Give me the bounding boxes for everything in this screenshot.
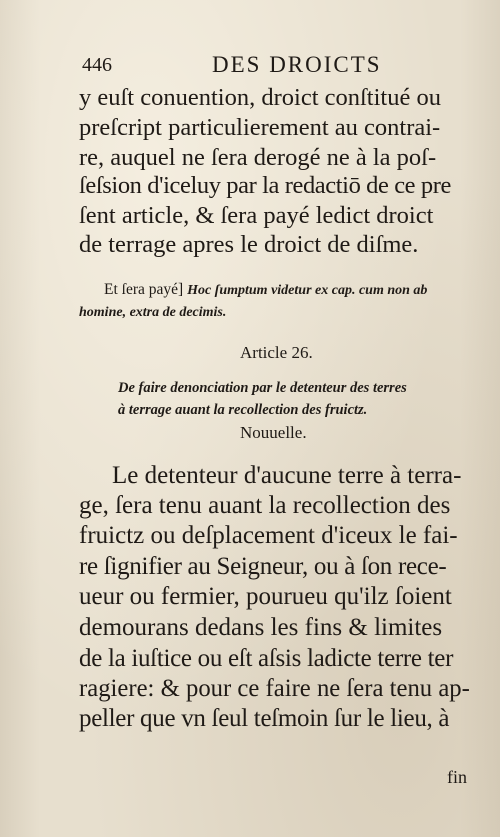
note-latin-2: homine, extra de decimis. — [79, 305, 227, 320]
article-rubric-line-1: De faire denonciation par le detenteur des terres — [118, 380, 407, 396]
text-line: Le detenteur d'aucune terre à terra- — [112, 462, 462, 489]
running-head: DES DROICTS — [212, 52, 382, 77]
text-line: ge, ſera tenu auant la recollection des — [79, 492, 451, 519]
text-line: de la iuſtice ou eſt aſsis ladicte terre ter — [79, 645, 454, 672]
note-latin-1: Hoc ſumptum videtur ex cap. cum non ab — [187, 283, 428, 298]
article-title: Article 26. — [240, 343, 313, 362]
note-lead: Et ſera payé] — [104, 281, 184, 298]
text-line: ragiere: & pour ce faire ne ſera tenu ap- — [79, 675, 470, 702]
article-rubric-line-2: à terrage auant la recollection des fruictz. — [118, 402, 368, 418]
page-number: 446 — [82, 54, 112, 76]
text-line: re ſignifier au Seigneur, ou à ſon rece- — [79, 553, 447, 580]
page-header — [82, 52, 442, 82]
note-line — [79, 303, 226, 321]
text-line: ſeſsion d'iceluy par la redactiō de ce pre — [79, 172, 451, 199]
catchword: fin — [447, 767, 467, 787]
text-line: re, auquel ne ſera derogé ne à la poſ- — [79, 144, 437, 171]
text-line: y euſt conuention, droict conſtitué ou — [79, 84, 441, 111]
text-line: ueur ou fermier, pourueu qu'ilz ſoient — [79, 583, 452, 610]
text-line: fruictz ou deſplacement d'iceux le fai- — [79, 522, 458, 549]
text-line: de terrage apres le droict de diſme. — [79, 231, 419, 258]
article-status: Nouuelle. — [240, 423, 307, 442]
text-line: demourans dedans les fins & limites — [79, 614, 443, 641]
text-line: ſent article, & ſera payé ledict droict — [79, 202, 434, 229]
text-line: preſcript particulierement au contrai- — [79, 114, 441, 141]
text-line: peller que vn ſeul teſmoin ſur le lieu, à — [79, 705, 450, 732]
note-line — [104, 281, 427, 299]
